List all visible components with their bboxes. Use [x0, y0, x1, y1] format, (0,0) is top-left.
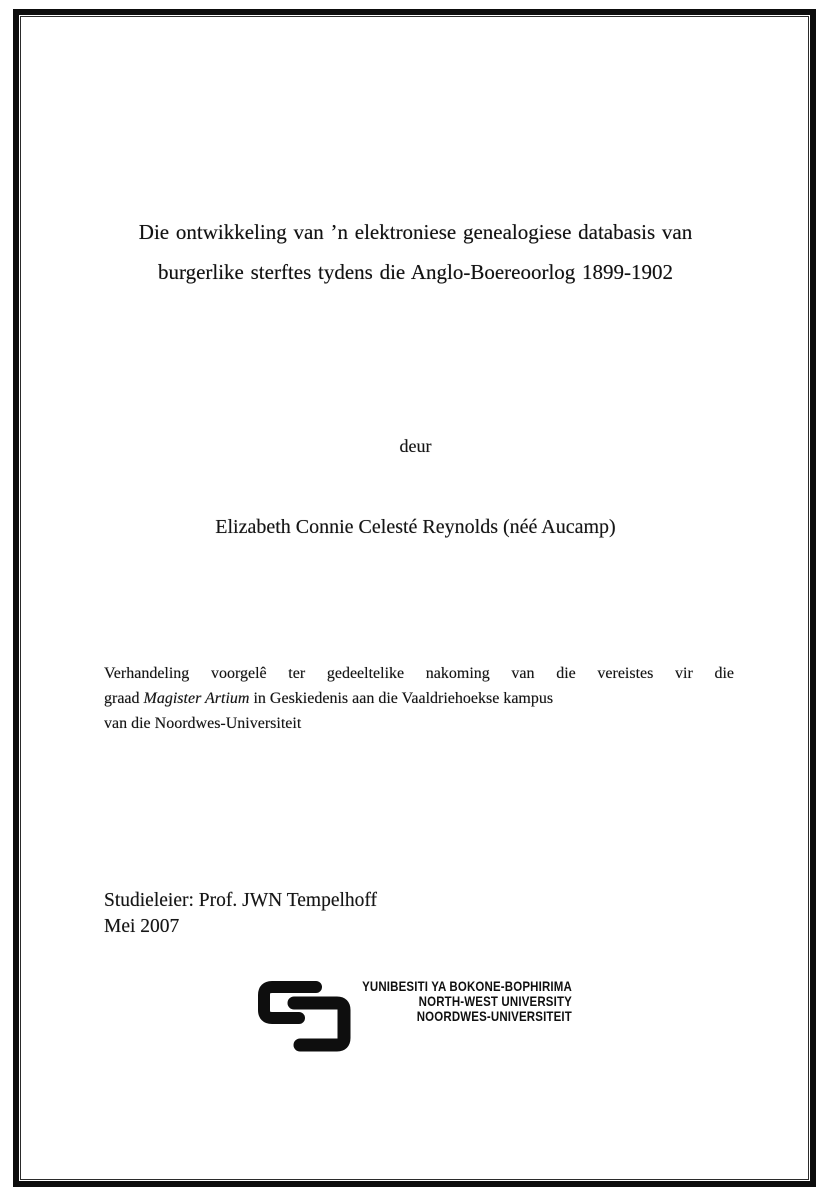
- supervisor-line: Studieleier: Prof. JWN Tempelhoff: [104, 890, 378, 911]
- degree-statement-line1: Verhandeling voorgelê ter gedeeltelike nakoming van die vereistes vir die: [104, 665, 734, 682]
- degree-statement: [104, 661, 734, 736]
- author-name: Elizabeth Connie Celesté Reynolds (néé Aucamp): [215, 516, 616, 538]
- thesis-title: [0, 212, 831, 292]
- date-line: Mei 2007: [104, 916, 180, 937]
- university-logo-wordmark: [362, 979, 572, 1025]
- degree-statement-line3: van die Noordwes-Universiteit: [104, 715, 302, 732]
- byline: deur: [399, 436, 432, 456]
- university-name-setswana: YUNIBESITI YA BOKONE-BOPHIRIMA: [362, 978, 572, 994]
- university-logo: [258, 977, 572, 1059]
- supervisor-block: [104, 888, 377, 940]
- degree-statement-line2-pre: graad: [104, 690, 144, 707]
- university-name-english: NORTH-WEST UNIVERSITY: [418, 993, 572, 1010]
- degree-name: Magister Artium: [143, 690, 250, 707]
- nwu-interlocked-links-icon: [258, 981, 351, 1052]
- university-name-afrikaans: NOORDWES-UNIVERSITEIT: [416, 1008, 572, 1025]
- degree-statement-line2-post: in Geskiedenis aan die Vaaldriehoekse kampus: [249, 690, 554, 707]
- degree-statement-line2: [104, 686, 734, 711]
- thesis-title-line2: burgerlike sterftes tydens die Anglo-Boereoorlog 1899-1902: [157, 260, 674, 284]
- thesis-title-line1: Die ontwikkeling van ’n elektroniese genealogiese databasis van: [138, 220, 693, 244]
